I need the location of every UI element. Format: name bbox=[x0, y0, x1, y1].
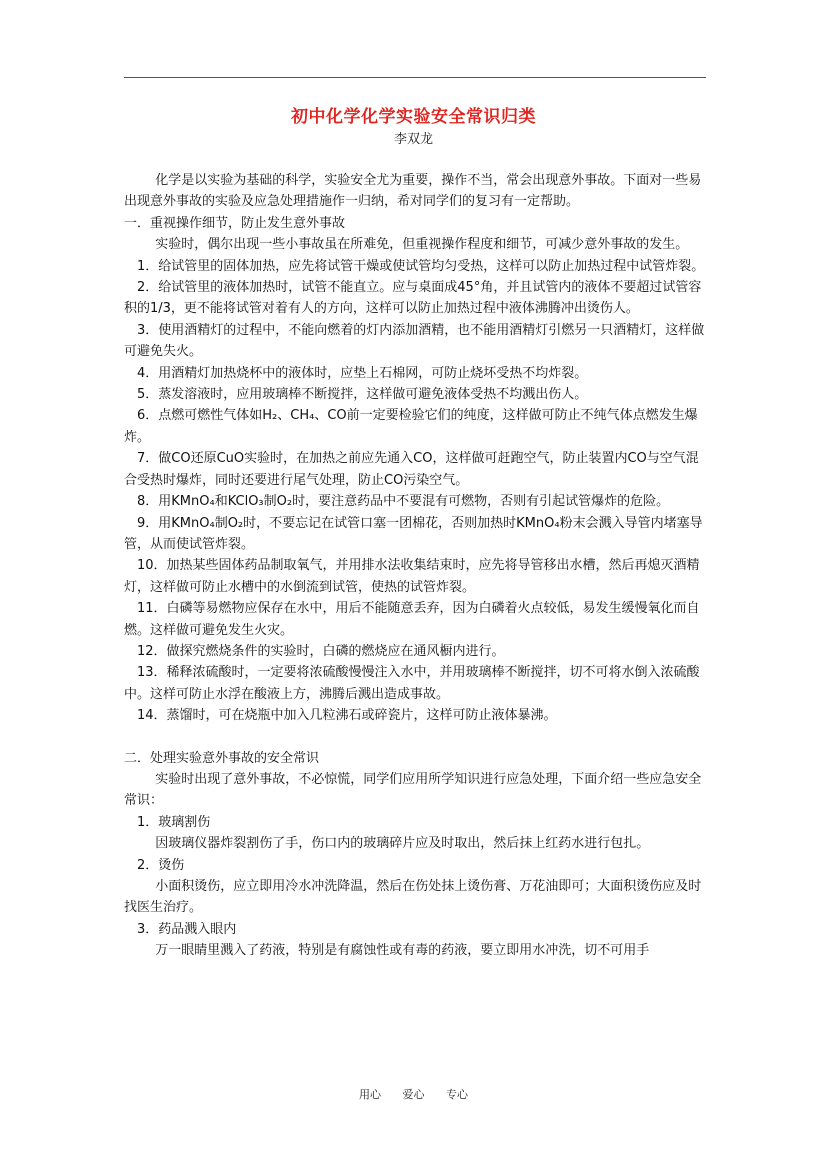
list-item: 8．用KMnO₄和KClO₃制O₂时，要注意药品中不要混有可燃物，否则有引起试管爆炸的危险。 bbox=[137, 494, 670, 510]
list-item: 7．做CO还原CuO实验时，在加热之前应先通入CO，这样做可赶跑空气，防止装置内CO与空气混合受热时爆炸，同时还要进行尾气处理，防止CO污染空气。 bbox=[124, 451, 699, 488]
intro-paragraph: 化学是以实验为基础的科学，实验安全尤为重要，操作不当，常会出现意外事故。下面对一些易出现意外事故的实验及应急处理措施作一归纳，希对同学们的复习有一定帮助。 bbox=[124, 173, 702, 210]
list-item: 3．使用酒精灯的过程中，不能向燃着的灯内添加酒精，也不能用酒精灯引燃另一只酒精灯，这样做可避免失火。 bbox=[124, 322, 705, 360]
list-item: 13．稀释浓硫酸时，一定要将浓硫酸慢慢注入水中，并用玻璃棒不断搅拌，切不可将水倒入浓硫酸中。这样可防止水浮在酸液上方，沸腾后溅出造成事故。 bbox=[124, 665, 700, 702]
subsection-title: 1．玻璃割伤 bbox=[137, 814, 211, 830]
subsection-text: 因玻璃仪器炸裂割伤了手，伤口内的玻璃碎片应及时取出，然后抹上红药水进行包扎。 bbox=[155, 836, 650, 852]
section1-heading: 一．重视操作细节，防止发生意外事故 bbox=[124, 215, 346, 231]
list-item: 14．蒸馏时，可在烧瓶中加入几粒沸石或碎瓷片，这样可防止液体暴沸。 bbox=[137, 708, 557, 724]
subsection-title: 3．药品溅入眼内 bbox=[137, 921, 237, 937]
list-item: 10．加热某些固体药品制取氧气，并用排水法收集结束时，应先将导管移出水槽，然后再熄灭酒精灯，这样做可防止水槽中的水倒流到试管，使热的试管炸裂。 bbox=[124, 558, 700, 595]
section-gap bbox=[124, 727, 710, 748]
list-item: 12．做探究燃烧条件的实验时，白磷的燃烧应在通风橱内进行。 bbox=[137, 643, 505, 659]
list-item: 4．用酒精灯加热烧杯中的液体时，应垫上石棉网，可防止烧坏受热不均炸裂。 bbox=[137, 365, 588, 381]
section2-heading: 二．处理实验意外事故的安全常识 bbox=[124, 750, 320, 766]
list-item: 11．白磷等易燃物应保存在水中，用后不能随意丢弃，因为白磷着火点较低，易发生缓慢氧化而自燃。这样做可避免发生火灾。 bbox=[124, 601, 700, 638]
list-item: 6．点燃可燃性气体如H₂、CH₄、CO前一定要检验它们的纯度，这样做可防止不纯气体点燃发生爆炸。 bbox=[124, 408, 698, 445]
page-footer: 用心 爱心 专心 bbox=[359, 1088, 468, 1101]
subsection-title: 2．烫伤 bbox=[137, 857, 185, 873]
list-item: 1．给试管里的固体加热，应先将试管干燥或使试管均匀受热，这样可以防止加热过程中试管炸裂。 bbox=[137, 258, 705, 274]
header-rule bbox=[124, 77, 706, 78]
subsection-text: 万一眼睛里溅入了药液，特别是有腐蚀性或有毒的药液，要立即用水冲洗，切不可用手 bbox=[155, 943, 650, 959]
list-item: 5．蒸发溶液时，应用玻璃棒不断搅拌，这样做可避免液体受热不均溅出伤人。 bbox=[137, 387, 588, 403]
list-item: 2．给试管里的液体加热时，试管不能直立。应与桌面成45°角，并且试管内的液体不要超过试管容积的1/3，更不能将试管对着有人的方向，这样可以防止加热过程中液体沸腾冲出烫伤人。 bbox=[124, 280, 702, 317]
subsection-text: 小面积烫伤，应立即用冷水冲洗降温，然后在伤处抹上烫伤膏、万花油即可；大面积烫伤应及时找医生治疗。 bbox=[124, 879, 702, 916]
document-title: 初中化学化学实验安全常识归类 bbox=[291, 107, 536, 127]
section1-lead: 实验时，偶尔出现一些小事故虽在所难免，但重视操作程度和细节，可减少意外事故的发生。 bbox=[155, 237, 689, 253]
document-body bbox=[124, 170, 710, 962]
author-name: 李双龙 bbox=[393, 132, 433, 147]
section2-lead: 实验时出现了意外事故，不必惊慌，同学们应用所学知识进行应急处理，下面介绍一些应急安全常识： bbox=[124, 771, 702, 809]
list-item: 9．用KMnO₄制O₂时，不要忘记在试管口塞一团棉花，否则加热时KMnO₄粉末会溅入导管内堵塞导管，从而使试管炸裂。 bbox=[124, 515, 703, 552]
